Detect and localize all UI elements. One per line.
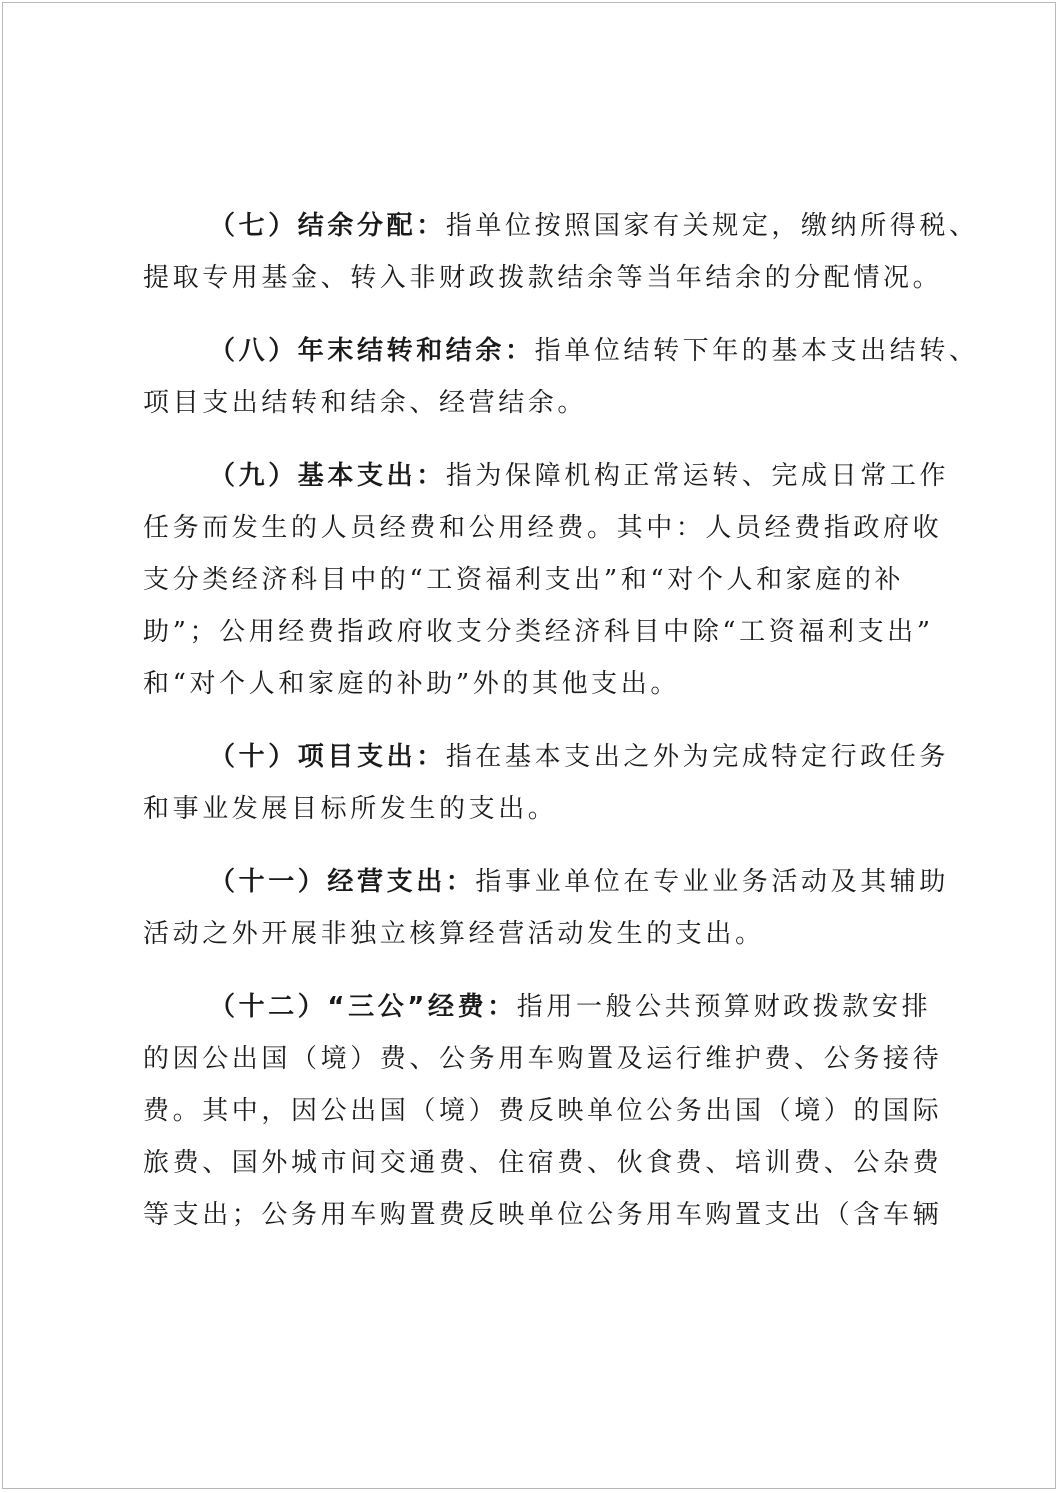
paragraph-line: 项目支出结转和结余、经营结余。 <box>143 388 588 418</box>
paragraph-three-public-expenses <box>143 981 943 1241</box>
paragraph-line: 和事业发展目标所发生的支出。 <box>143 794 558 824</box>
paragraph-line <box>143 325 979 377</box>
paragraph-heading: （十）项目支出： <box>209 742 446 772</box>
paragraph-line <box>143 450 950 502</box>
paragraph-heading: （九）基本支出： <box>209 461 446 491</box>
paragraph-text: 指单位按照国家有关规定，缴纳所得税、 <box>445 211 979 241</box>
paragraph-line: 等支出；公务用车购置费反映单位公务用车购置支出（含车辆 <box>143 1200 943 1230</box>
paragraph-basic-expenditure <box>143 450 950 710</box>
paragraph-line: 提取专用基金、转入非财政拨款结余等当年结余的分配情况。 <box>143 263 943 293</box>
paragraph-line: 助”；公用经费指政府收支分类经济科目中除“工资福利支出” <box>143 617 934 647</box>
paragraph-surplus-distribution <box>143 200 979 304</box>
paragraph-line: 任务而发生的人员经费和公用经费。其中：人员经费指政府收 <box>143 513 943 543</box>
paragraph-line <box>143 200 979 252</box>
paragraph-text: 指单位结转下年的基本支出结转、 <box>534 336 979 366</box>
paragraph-line: 旅费、国外城市间交通费、住宿费、伙食费、培训费、公杂费 <box>143 1148 943 1178</box>
paragraph-line: 和“对个人和家庭的补助”外的其他支出。 <box>143 669 680 699</box>
paragraph-line: 费。其中，因公出国（境）费反映单位公务出国（境）的国际 <box>143 1096 943 1126</box>
paragraph-text: 指事业单位在专业业务活动及其辅助 <box>475 867 950 897</box>
paragraph-line <box>143 981 943 1033</box>
paragraph-operating-expenditure <box>143 856 950 960</box>
paragraph-heading: （七）结余分配： <box>209 211 446 241</box>
paragraph-year-end-carryover <box>143 325 979 429</box>
paragraph-project-expenditure <box>143 731 950 835</box>
paragraph-text: 指用一般公共预算财政拨款安排 <box>516 992 932 1022</box>
document-body <box>143 200 979 1262</box>
paragraph-heading: （十一）经营支出： <box>209 867 476 897</box>
paragraph-line <box>143 856 950 908</box>
paragraph-heading: （十二）“三公”经费： <box>209 992 517 1022</box>
paragraph-heading: （八）年末结转和结余： <box>209 336 535 366</box>
paragraph-text: 指为保障机构正常运转、完成日常工作 <box>445 461 950 491</box>
paragraph-line: 支分类经济科目中的“工资福利支出”和“对个人和家庭的补 <box>143 565 905 595</box>
paragraph-text: 指在基本支出之外为完成特定行政任务 <box>445 742 950 772</box>
paragraph-line: 活动之外开展非独立核算经营活动发生的支出。 <box>143 919 765 949</box>
paragraph-line: 的因公出国（境）费、公务用车购置及运行维护费、公务接待 <box>143 1044 943 1074</box>
paragraph-line <box>143 731 950 783</box>
